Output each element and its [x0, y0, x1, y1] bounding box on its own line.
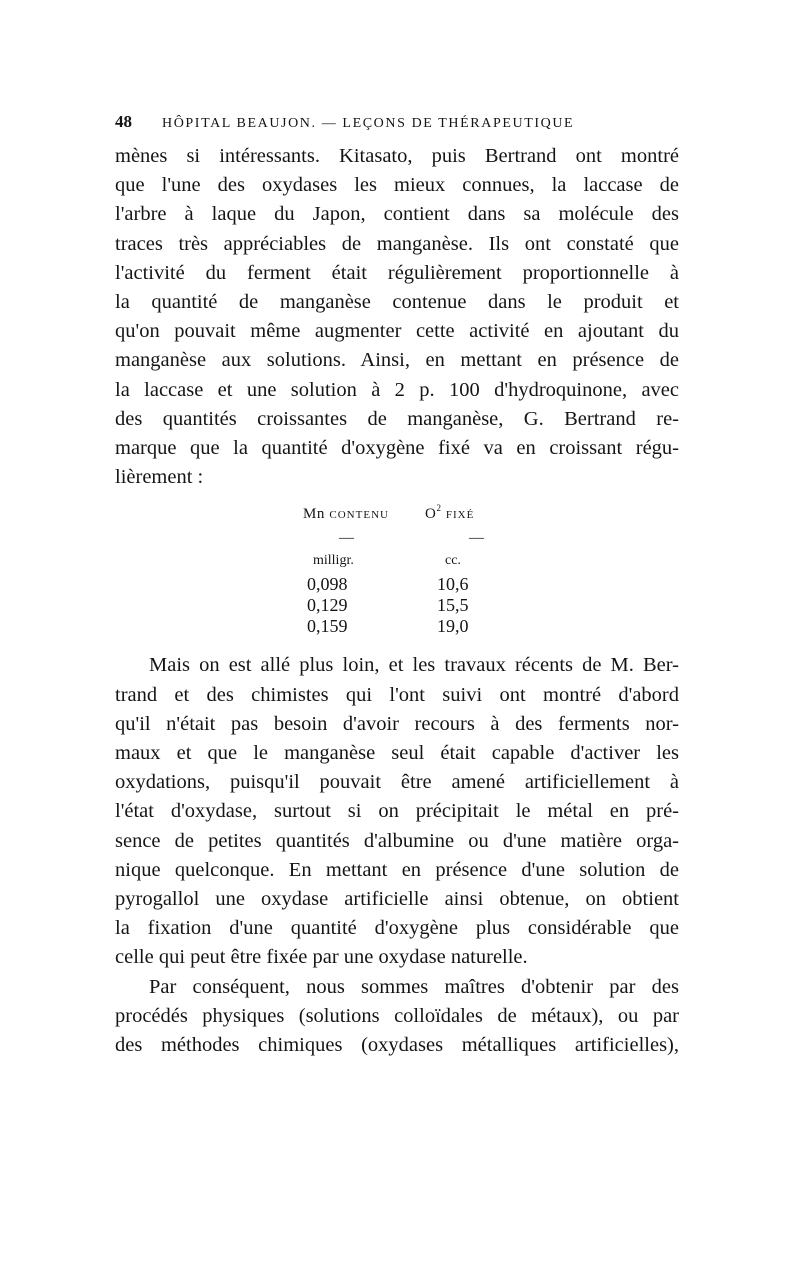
text-line: manganèse aux solutions. Ainsi, en mettant en présence de — [115, 349, 679, 372]
text-line: Mais on est allé plus loin, et les travaux récents de M. Ber- — [149, 654, 679, 677]
col2-dash: — — [469, 530, 484, 547]
mn-value: 0,159 — [307, 616, 348, 637]
text-line: traces très appréciables de manganèse. Ils ont constaté que — [115, 232, 679, 255]
text-line: la quantité de manganèse contenue dans le produit et — [115, 291, 679, 314]
paragraph-1 — [115, 142, 679, 492]
text-line: des quantités croissantes de manganèse, G. Bertrand re- — [115, 407, 679, 430]
text-line: oxydations, puisqu'il pouvait être amené artificiellement à — [115, 771, 679, 794]
text-line: qu'il n'était pas besoin d'avoir recours à des ferments nor- — [115, 712, 679, 735]
o2-value: 10,6 — [437, 574, 469, 595]
table-row — [115, 616, 679, 637]
text-line: sence de petites quantités d'albumine ou d'une matière orga- — [115, 829, 679, 852]
table-unit-row — [115, 550, 679, 574]
paragraph-2 — [115, 651, 679, 972]
text-line: qu'on pouvait même augmenter cette activité en ajoutant du — [115, 320, 679, 343]
text-line: marque que la quantité d'oxygène fixé va en croissant régu- — [115, 437, 679, 460]
paragraph-3 — [115, 973, 679, 1061]
text-line: la fixation d'une quantité d'oxygène plus considérable que — [115, 917, 679, 940]
col-header-o2: $O^2$ FIXÉ — [425, 503, 475, 523]
mn-value: 0,098 — [307, 574, 348, 595]
page-header — [115, 112, 679, 142]
table-dash-row — [115, 528, 679, 550]
o2-value: 19,0 — [437, 616, 469, 637]
col1-unit: milligr. — [313, 553, 354, 569]
manganese-oxygen-table — [115, 504, 679, 637]
text-line: celle qui peut être fixée par une oxydase naturelle. — [115, 946, 528, 969]
text-line: trand et des chimistes qui l'ont suivi ont montré d'abord — [115, 683, 679, 706]
table-row — [115, 574, 679, 595]
text-line: l'arbre à laque du Japon, contient dans sa molécule des — [115, 203, 679, 226]
text-line: procédés physiques (solutions colloïdales de métaux), ou par — [115, 1004, 679, 1027]
text-line: que l'une des oxydases les mieux connues, la laccase de — [115, 174, 679, 197]
table-header-row — [115, 504, 679, 528]
text-line: pyrogallol une oxydase artificielle ainsi obtenue, on obtient — [115, 888, 679, 911]
text-line: des méthodes chimiques (oxydases métalliques artificielles), — [115, 1034, 679, 1057]
text-line: l'activité du ferment était régulièrement proportionnelle à — [115, 261, 679, 284]
page-number: 48 — [115, 112, 132, 131]
text-line: l'état d'oxydase, surtout si on précipitait le métal en pré- — [115, 800, 679, 823]
mn-value: 0,129 — [307, 595, 348, 616]
o2-value: 15,5 — [437, 595, 469, 616]
book-page — [115, 112, 679, 1060]
text-line: la laccase et une solution à 2 p. 100 d'hydroquinone, avec — [115, 378, 679, 401]
col2-unit: cc. — [445, 553, 461, 569]
text-line: nique quelconque. En mettant en présence d'une solution de — [115, 858, 679, 881]
running-head: HÔPITAL BEAUJON. — LEÇONS DE THÉRAPEUTIQUE — [162, 116, 575, 131]
text-line: Par conséquent, nous sommes maîtres d'obtenir par des — [149, 975, 679, 998]
text-line: maux et que le manganèse seul était capable d'activer les — [115, 742, 679, 765]
text-line: lièrement : — [115, 466, 204, 489]
col1-dash: — — [339, 530, 354, 547]
text-line: mènes si intéressants. Kitasato, puis Bertrand ont montré — [115, 145, 679, 167]
table-row — [115, 595, 679, 616]
col-header-mn: Mn CONTENU — [303, 506, 389, 523]
